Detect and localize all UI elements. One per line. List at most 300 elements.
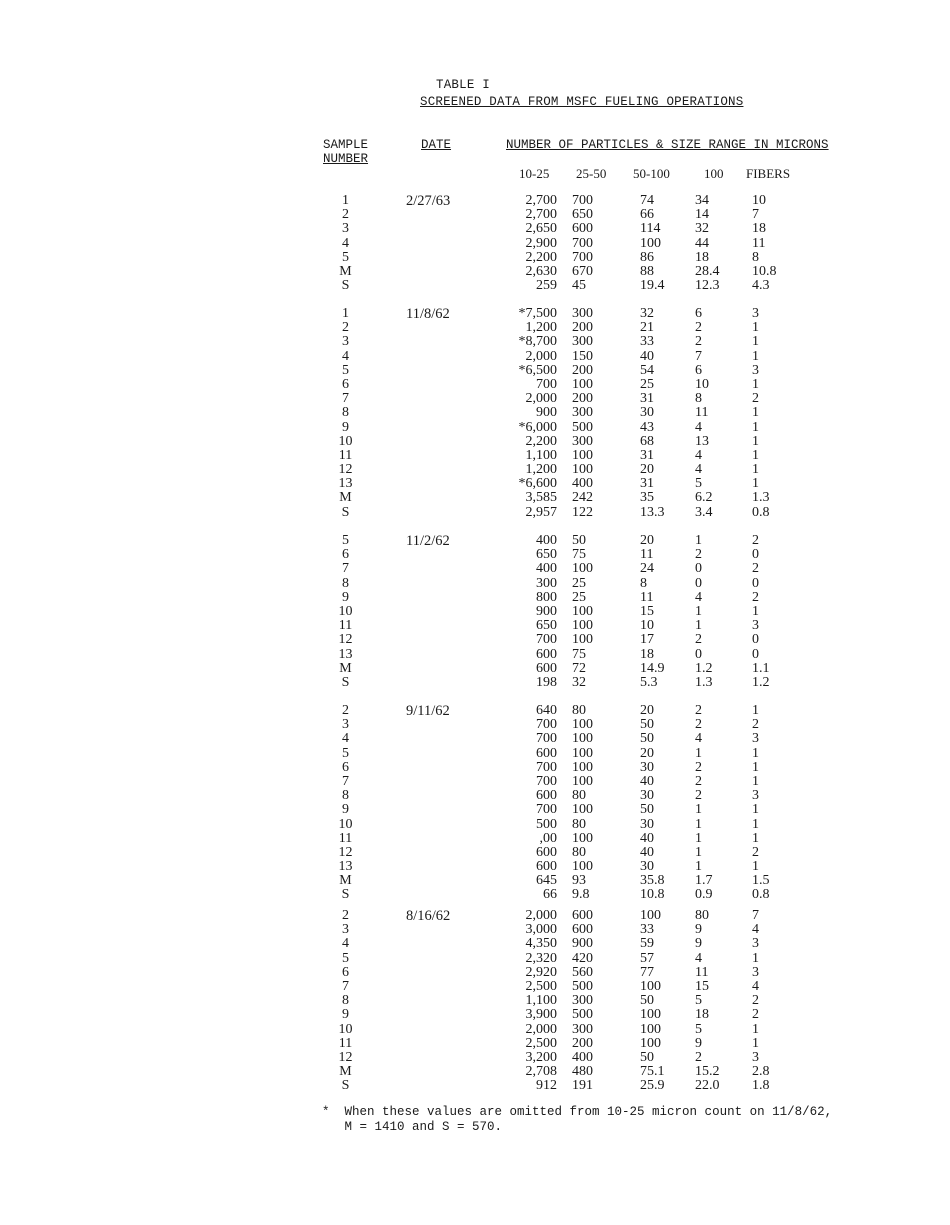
count-25-50: 100 (572, 462, 593, 478)
count-10-25-column (500, 534, 557, 690)
count-10-25: 2,700 (525, 193, 557, 208)
count-50-100: 35 (640, 490, 654, 506)
count-fibers: 8 (752, 249, 759, 265)
count-25-50: 100 (572, 376, 593, 392)
count-50-100: 33 (640, 334, 654, 350)
count-100: 1.2 (695, 660, 713, 676)
count-10-25: 2,708 (525, 1064, 557, 1080)
count-100: 2 (695, 547, 702, 563)
count-100: 9 (695, 1035, 702, 1051)
count-50-100: 24 (640, 561, 654, 577)
count-50-100: 50 (640, 717, 654, 733)
count-50-100: 33 (640, 922, 654, 938)
count-fibers-column (752, 534, 792, 690)
count-100: 15.2 (695, 1064, 720, 1080)
count-fibers: 2 (752, 561, 759, 577)
count-10-25: 2,320 (525, 950, 557, 966)
sample-number: 9 (342, 802, 349, 818)
count-50-100: 68 (640, 433, 654, 449)
sample-number: 9 (342, 419, 349, 435)
count-fibers: 4.3 (752, 278, 770, 294)
count-25-50: 191 (572, 1078, 593, 1094)
count-10-25: 2,200 (525, 433, 557, 449)
header-sample-line2: NUMBER (323, 152, 369, 166)
sample-number: M (339, 263, 352, 279)
count-50-100: 50 (640, 1049, 654, 1065)
count-25-50: 45 (572, 278, 586, 294)
count-fibers: 1 (752, 859, 759, 875)
count-50-100: 5.3 (640, 674, 658, 690)
count-100: 4 (695, 589, 702, 605)
count-fibers: 1 (752, 745, 759, 761)
count-10-25: 700 (536, 802, 557, 818)
count-50-100: 59 (640, 936, 654, 952)
footnote (322, 1105, 832, 1135)
sample-number: 8 (342, 788, 349, 804)
sample-number: 5 (342, 950, 349, 966)
count-fibers: 3 (752, 964, 759, 980)
sample-number-column (333, 534, 358, 690)
count-100: 80 (695, 908, 709, 923)
count-100: 12.3 (695, 278, 720, 294)
count-100: 5 (695, 476, 702, 492)
count-50-100: 50 (640, 802, 654, 818)
sample-number: 4 (342, 235, 349, 251)
count-fibers: 1 (752, 603, 759, 619)
sample-number: 5 (342, 745, 349, 761)
count-50-100: 114 (640, 221, 661, 237)
sample-number: 8 (342, 575, 349, 591)
sample-number: M (339, 1064, 352, 1080)
count-50-100: 31 (640, 447, 654, 463)
count-25-50: 200 (572, 320, 593, 336)
count-10-25: *6,000 (518, 419, 557, 435)
count-50-100: 75.1 (640, 1064, 665, 1080)
count-10-25: 600 (536, 859, 557, 875)
sample-number: 2 (342, 320, 349, 336)
count-fibers: 1 (752, 703, 759, 718)
count-25-50: 150 (572, 348, 593, 364)
count-25-50: 100 (572, 632, 593, 648)
count-25-50: 500 (572, 978, 593, 994)
count-fibers: 7 (752, 908, 759, 923)
count-100: 9 (695, 936, 702, 952)
count-10-25: 2,700 (525, 207, 557, 223)
count-10-25: 2,000 (525, 1021, 557, 1037)
count-50-100: 43 (640, 419, 654, 435)
count-10-25: 500 (536, 816, 557, 832)
count-50-100: 100 (640, 235, 661, 251)
count-100: 7 (695, 348, 702, 364)
count-50-100: 30 (640, 788, 654, 804)
count-10-25-column (500, 194, 557, 293)
sample-number: 10 (338, 603, 353, 619)
count-100: 4 (695, 950, 702, 966)
count-25-50: 72 (572, 660, 586, 676)
sample-number-column (333, 307, 358, 520)
count-fibers: 1 (752, 419, 759, 435)
count-50-100: 11 (640, 547, 654, 563)
count-25-50: 480 (572, 1064, 593, 1080)
count-100: 0 (695, 646, 702, 662)
count-fibers: 3 (752, 1049, 759, 1065)
count-25-50: 300 (572, 306, 593, 321)
count-10-25: 600 (536, 646, 557, 662)
count-fibers: 1 (752, 802, 759, 818)
count-fibers: 1.5 (752, 873, 770, 889)
count-25-50: 300 (572, 1021, 593, 1037)
count-100-column (695, 909, 735, 1093)
count-100: 2 (695, 334, 702, 350)
count-fibers: 1 (752, 447, 759, 463)
count-100: 8 (695, 391, 702, 407)
count-50-100: 13.3 (640, 504, 665, 520)
count-10-25: 198 (536, 674, 557, 690)
header-size-25-50: 25-50 (576, 166, 607, 181)
sample-number: 11 (338, 830, 353, 846)
count-50-100: 40 (640, 773, 654, 789)
count-50-100-column (640, 307, 680, 520)
count-fibers: 0 (752, 632, 759, 648)
count-10-25: 2,957 (525, 504, 557, 520)
count-50-100: 20 (640, 533, 654, 548)
count-10-25: 66 (543, 887, 557, 903)
count-fibers: 2 (752, 589, 759, 605)
count-25-50: 100 (572, 773, 593, 789)
sample-number: 13 (338, 859, 353, 875)
count-25-50: 900 (572, 936, 593, 952)
count-100: 5 (695, 1021, 702, 1037)
count-100: 1 (695, 745, 702, 761)
header-size-10-25: 10-25 (519, 166, 550, 181)
sample-number: 2 (342, 703, 349, 718)
count-fibers: 11 (752, 235, 766, 251)
count-100: 1 (695, 802, 702, 818)
count-fibers: 0.8 (752, 887, 770, 903)
count-25-50: 700 (572, 193, 593, 208)
count-25-50: 400 (572, 476, 593, 492)
count-25-50: 300 (572, 993, 593, 1009)
count-25-50: 300 (572, 334, 593, 350)
count-25-50: 25 (572, 589, 586, 605)
count-50-100: 40 (640, 830, 654, 846)
count-fibers: 2 (752, 844, 759, 860)
count-25-50: 400 (572, 1049, 593, 1065)
count-10-25: 600 (536, 844, 557, 860)
sample-number: 13 (338, 646, 353, 662)
count-10-25: 3,585 (525, 490, 557, 506)
count-100-column (695, 307, 735, 520)
count-100: 1.3 (695, 674, 713, 690)
count-fibers: 2.8 (752, 1064, 770, 1080)
count-10-25: 4,350 (525, 936, 557, 952)
count-fibers: 1.2 (752, 674, 770, 690)
count-25-50: 100 (572, 830, 593, 846)
count-25-50: 100 (572, 859, 593, 875)
sample-number: 11 (338, 1035, 353, 1051)
count-50-100: 74 (640, 193, 654, 208)
count-fibers: 3 (752, 362, 759, 378)
sample-number: 13 (338, 476, 353, 492)
count-25-50: 700 (572, 249, 593, 265)
count-10-25: 3,200 (525, 1049, 557, 1065)
count-50-100: 25 (640, 376, 654, 392)
count-100: 2 (695, 717, 702, 733)
count-50-100: 35.8 (640, 873, 665, 889)
count-50-100: 14.9 (640, 660, 665, 676)
count-100: 5 (695, 993, 702, 1009)
count-10-25: 2,000 (525, 908, 557, 923)
count-10-25: 700 (536, 717, 557, 733)
sample-number: 6 (342, 376, 349, 392)
count-50-100-column (640, 194, 680, 293)
count-10-25: ,00 (539, 830, 557, 846)
count-10-25: 900 (536, 603, 557, 619)
count-10-25: 2,650 (525, 221, 557, 237)
count-50-100-column (640, 704, 680, 903)
count-50-100: 20 (640, 462, 654, 478)
count-10-25: 1,200 (525, 320, 557, 336)
count-100: 14 (695, 207, 709, 223)
sample-number: 3 (342, 717, 349, 733)
count-50-100: 19.4 (640, 278, 665, 294)
count-fibers: 1 (752, 1021, 759, 1037)
group-date: 11/8/62 (406, 306, 450, 322)
count-100: 15 (695, 978, 709, 994)
count-fibers: 3 (752, 306, 759, 321)
count-50-100: 17 (640, 632, 654, 648)
count-10-25: 650 (536, 618, 557, 634)
count-50-100: 86 (640, 249, 654, 265)
count-25-50: 80 (572, 844, 586, 860)
group-date: 8/16/62 (406, 908, 451, 924)
count-25-50: 80 (572, 816, 586, 832)
count-100: 18 (695, 249, 709, 265)
count-fibers: 1 (752, 816, 759, 832)
count-25-50-column (572, 909, 604, 1093)
sample-number: S (341, 504, 350, 520)
count-fibers-column (752, 194, 792, 293)
count-100-column (695, 534, 735, 690)
sample-number: S (341, 887, 350, 903)
count-fibers: 10.8 (752, 263, 777, 279)
count-fibers: 1 (752, 405, 759, 421)
count-10-25: 2,900 (525, 235, 557, 251)
table-subtitle: SCREENED DATA FROM MSFC FUELING OPERATIONS (420, 95, 744, 109)
count-100: 1 (695, 859, 702, 875)
count-100: 2 (695, 788, 702, 804)
count-10-25: 600 (536, 745, 557, 761)
count-100: 1.7 (695, 873, 713, 889)
count-50-100-column (640, 534, 680, 690)
count-25-50-column (572, 534, 604, 690)
sample-number-column (333, 909, 358, 1093)
count-10-25: 700 (536, 773, 557, 789)
count-fibers-column (752, 704, 792, 903)
count-10-25: *7,500 (518, 306, 557, 321)
count-100: 1 (695, 830, 702, 846)
count-25-50: 50 (572, 533, 586, 548)
count-10-25-column (500, 909, 557, 1093)
count-50-100: 10 (640, 618, 654, 634)
count-10-25: 600 (536, 788, 557, 804)
count-100: 2 (695, 320, 702, 336)
sample-number: 12 (338, 1049, 353, 1065)
sample-number: 5 (342, 249, 349, 265)
count-25-50: 200 (572, 1035, 593, 1051)
count-10-25-column (500, 307, 557, 520)
count-25-50: 700 (572, 235, 593, 251)
count-fibers: 7 (752, 207, 759, 223)
count-10-25: 1,100 (525, 993, 557, 1009)
count-25-50: 600 (572, 221, 593, 237)
count-100: 1 (695, 533, 702, 548)
sample-number: M (339, 490, 352, 506)
count-25-50: 100 (572, 802, 593, 818)
count-100: 28.4 (695, 263, 720, 279)
count-50-100: 50 (640, 993, 654, 1009)
count-10-25: 700 (536, 376, 557, 392)
count-10-25: 2,500 (525, 978, 557, 994)
count-100-column (695, 194, 735, 293)
header-sample (323, 138, 368, 166)
sample-number: S (341, 1078, 350, 1094)
sample-number: 1 (342, 193, 349, 208)
count-25-50-column (572, 704, 604, 903)
count-50-100: 88 (640, 263, 654, 279)
count-100: 2 (695, 632, 702, 648)
count-10-25: 2,500 (525, 1035, 557, 1051)
sample-number: 10 (338, 816, 353, 832)
count-25-50: 93 (572, 873, 586, 889)
count-100: 4 (695, 447, 702, 463)
sample-number: M (339, 660, 352, 676)
count-50-100: 30 (640, 816, 654, 832)
count-50-100: 100 (640, 1021, 661, 1037)
sample-number: 5 (342, 362, 349, 378)
count-10-25: 700 (536, 759, 557, 775)
count-fibers: 3 (752, 618, 759, 634)
count-10-25: *6,600 (518, 476, 557, 492)
count-10-25: *6,500 (518, 362, 557, 378)
count-10-25-column (500, 704, 557, 903)
count-100: 18 (695, 1007, 709, 1023)
count-25-50: 600 (572, 908, 593, 923)
group-date: 11/2/62 (406, 533, 450, 549)
count-10-25: 912 (536, 1078, 557, 1094)
count-50-100: 20 (640, 745, 654, 761)
group-date: 2/27/63 (406, 193, 451, 209)
count-fibers: 1 (752, 773, 759, 789)
count-25-50: 100 (572, 447, 593, 463)
count-25-50: 122 (572, 504, 593, 520)
count-100: 6 (695, 306, 702, 321)
count-50-100: 66 (640, 207, 654, 223)
count-fibers: 1.1 (752, 660, 770, 676)
sample-number: S (341, 278, 350, 294)
count-fibers: 1 (752, 376, 759, 392)
count-fibers: 2 (752, 993, 759, 1009)
count-100: 1 (695, 844, 702, 860)
sample-number: 10 (338, 433, 353, 449)
count-10-25: 2,200 (525, 249, 557, 265)
count-100: 6.2 (695, 490, 713, 506)
count-50-100: 30 (640, 405, 654, 421)
count-10-25: 600 (536, 660, 557, 676)
sample-number: 9 (342, 1007, 349, 1023)
count-25-50: 670 (572, 263, 593, 279)
sample-number: 7 (342, 391, 349, 407)
count-fibers: 0 (752, 547, 759, 563)
count-100: 2 (695, 773, 702, 789)
count-fibers: 1 (752, 476, 759, 492)
sample-number: 12 (338, 632, 353, 648)
count-100: 4 (695, 731, 702, 747)
count-100: 4 (695, 462, 702, 478)
count-50-100: 77 (640, 964, 654, 980)
count-10-25: 400 (536, 533, 557, 548)
count-100: 9 (695, 922, 702, 938)
sample-number: 6 (342, 759, 349, 775)
sample-number: 7 (342, 561, 349, 577)
count-100: 10 (695, 376, 709, 392)
count-fibers: 1 (752, 348, 759, 364)
count-50-100: 32 (640, 306, 654, 321)
count-fibers-column (752, 307, 792, 520)
count-100: 6 (695, 362, 702, 378)
count-50-100: 40 (640, 348, 654, 364)
count-10-25: 2,920 (525, 964, 557, 980)
count-10-25: 300 (536, 575, 557, 591)
count-100-column (695, 704, 735, 903)
count-10-25: 3,000 (525, 922, 557, 938)
count-25-50: 9.8 (572, 887, 590, 903)
count-25-50: 100 (572, 745, 593, 761)
count-10-25: 700 (536, 731, 557, 747)
count-fibers: 1 (752, 462, 759, 478)
sample-number: S (341, 674, 350, 690)
header-sample-line1: SAMPLE (323, 138, 369, 152)
count-fibers-column (752, 909, 792, 1093)
count-10-25: 1,200 (525, 462, 557, 478)
count-fibers: 2 (752, 391, 759, 407)
sample-number-column (333, 194, 358, 293)
sample-number: 12 (338, 462, 353, 478)
count-25-50: 200 (572, 362, 593, 378)
count-100: 2 (695, 759, 702, 775)
count-100: 22.0 (695, 1078, 720, 1094)
sample-number: 7 (342, 978, 349, 994)
count-fibers: 2 (752, 533, 759, 548)
count-10-25: 400 (536, 561, 557, 577)
sample-number: 8 (342, 993, 349, 1009)
count-100: 0 (695, 575, 702, 591)
count-100: 34 (695, 193, 709, 208)
sample-number: 11 (338, 447, 353, 463)
sample-number: 12 (338, 844, 353, 860)
count-50-100: 30 (640, 759, 654, 775)
count-25-50: 100 (572, 717, 593, 733)
count-50-100: 8 (640, 575, 647, 591)
count-100: 1 (695, 618, 702, 634)
count-50-100-column (640, 909, 680, 1093)
count-fibers: 1 (752, 334, 759, 350)
count-10-25: 700 (536, 632, 557, 648)
count-25-50: 242 (572, 490, 593, 506)
count-fibers: 10 (752, 193, 766, 208)
count-25-50: 560 (572, 964, 593, 980)
count-50-100: 20 (640, 703, 654, 718)
